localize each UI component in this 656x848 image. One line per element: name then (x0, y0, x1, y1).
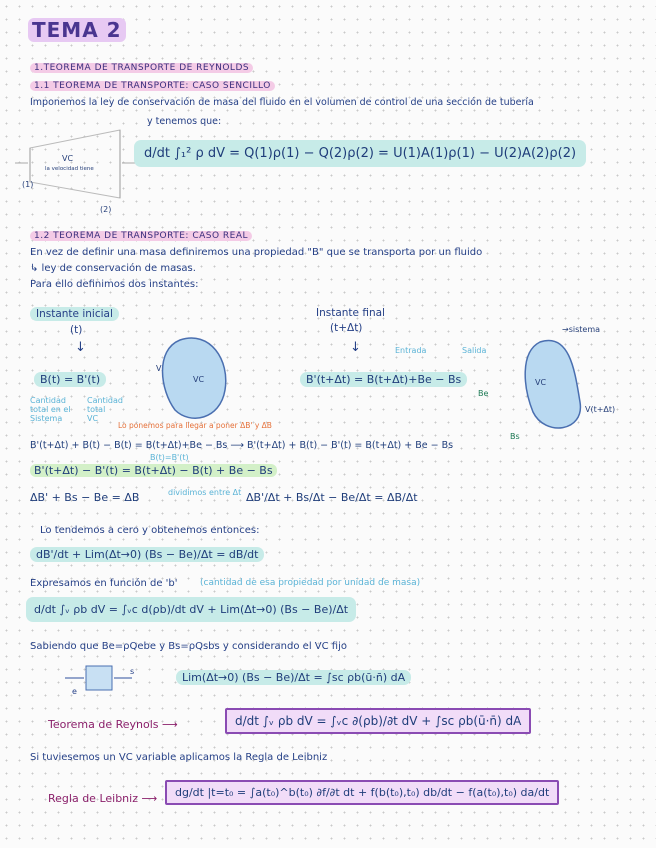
bs-label: Bs (510, 432, 520, 441)
salida-label: Salida (462, 346, 487, 355)
cantidad-total-label: Cantidad total en el Sistema (30, 396, 71, 423)
text-line: ↳ ley de conservación de masas. (30, 263, 196, 274)
dividimos-note: dividimos entre Δt (168, 488, 242, 497)
svg-text:s: s (130, 667, 135, 676)
down-arrow-icon: ↓ (350, 340, 361, 355)
equation-b: B'(t+Δt) − B'(t) = B(t+Δt) − B(t) + Be − Bs (30, 464, 277, 477)
entrada-label: Entrada (395, 346, 427, 355)
v-final-label: V(t+Δt) (585, 405, 616, 414)
equation-a: B'(t+Δt) + B(t) − B(t) = B(t+Δt)+Be − Bs ⟶ B'(t+Δt) + B(t) − B'(t) = B(t+Δt) + Be − Bs (30, 440, 454, 451)
note: Lo ponemos para llegar a poner ΔB' y ΔB (118, 421, 272, 430)
equation-f: Lim(Δt→0) (Bs − Be)/Δt = ∫sc ρb(ū·n̄) dA (176, 670, 411, 685)
be-label: Be (478, 389, 489, 398)
diagram-label-2: (2) (100, 205, 112, 214)
text-line: Lo tendemos a cero y obtenemos entonces: (40, 525, 260, 536)
equation-a-note: B(t)=B'(t) (150, 453, 189, 462)
reynolds-theorem-box: d/dt ∫ᵥ ρb dV = ∫ᵥc ∂(ρb)/∂t dV + ∫sc ρb(ū·n̄) dA (225, 708, 531, 734)
reynolds-label: Teorema de Reynols ⟶ (48, 718, 178, 731)
instante-final-t: (t+Δt) (330, 322, 363, 334)
diagram-label-1: (1) (22, 180, 34, 189)
mass-conservation-equation: d/dt ∫₁² ρ dV = Q(1)ρ(1) − Q(2)ρ(2) = U(1)A(1)ρ(1) − U(2)A(2)ρ(2) (134, 140, 586, 167)
leibniz-label: Regla de Leibniz ⟶ (48, 792, 158, 805)
equation-e: d/dt ∫ᵥ ρb dV = ∫ᵥc d(ρb)/dt dV + Lim(Δt→0) (Bs − Be)/Δt (26, 597, 356, 622)
final-system-blob (515, 332, 595, 442)
diagram-vc: VC (62, 154, 74, 163)
subsection-heading: 1.2 TEOREMA DE TRANSPORTE: CASO REAL (30, 231, 252, 241)
text-line: Si tuviesemos un VC variable aplicamos la Regla de Leibniz (30, 752, 328, 763)
vc-label: VC (535, 378, 547, 387)
page-title: TEMA 2 (28, 18, 126, 42)
cantidad-vc-label: Cantidad total VC (87, 396, 123, 423)
vc-label: VC (193, 375, 205, 384)
leibniz-rule-box: dg/dt |t=t₀ = ∫a(t₀)^b(t₀) ∂f/∂t dt + f(b(t₀),t₀) db/dt − f(a(t₀),t₀) da/dt (165, 780, 559, 805)
sistema-label: →sistema (562, 325, 601, 334)
diagram-note: la velocidad tiene (45, 166, 94, 172)
instante-final-label: Instante final (316, 307, 385, 319)
control-volume-box (60, 660, 140, 700)
section-heading: 1.TEOREMA DE TRANSPORTE DE REYNOLDS (30, 63, 253, 73)
text-line: Para ello definimos dos instantes: (30, 279, 199, 290)
equation-c2: ΔB'/Δt + Bs/Δt − Be/Δt = ΔB/Δt (246, 491, 418, 504)
final-equation: B'(t+Δt) = B(t+Δt)+Be − Bs (300, 372, 467, 387)
initial-equation: B(t) = B'(t) (34, 372, 106, 387)
text-line: Imponemos la ley de conservación de masa del fluido en el volumen de control de una sección de tubería (30, 97, 534, 108)
text-line: y tenemos que: (147, 116, 222, 127)
instante-inicial-t: (t) (70, 324, 83, 336)
v-label: V (156, 364, 162, 373)
equation-d: dB'/dt + Lim(Δt→0) (Bs − Be)/Δt = dB/dt (30, 547, 264, 562)
down-arrow-icon: ↓ (75, 340, 86, 355)
subsection-heading: 1.1 TEOREMA DE TRANSPORTE: CASO SENCILLO (30, 81, 275, 91)
svg-text:e: e (72, 687, 77, 696)
instante-inicial-label: Instante inicial (30, 307, 119, 321)
equation-c: ΔB' + Bs − Be = ΔB (30, 491, 140, 504)
text-line: Expresamos en función de 'b' (30, 578, 178, 589)
text-line: Sabiendo que Be=ρQebe y Bs=ρQsbs y considerando el VC fijo (30, 641, 347, 652)
text-note: (cantidad de esa propiedad por unidad de masa) (200, 578, 421, 588)
text-line: En vez de definir una masa definiremos una propiedad "B" que se transporta por un fluido (30, 247, 483, 258)
